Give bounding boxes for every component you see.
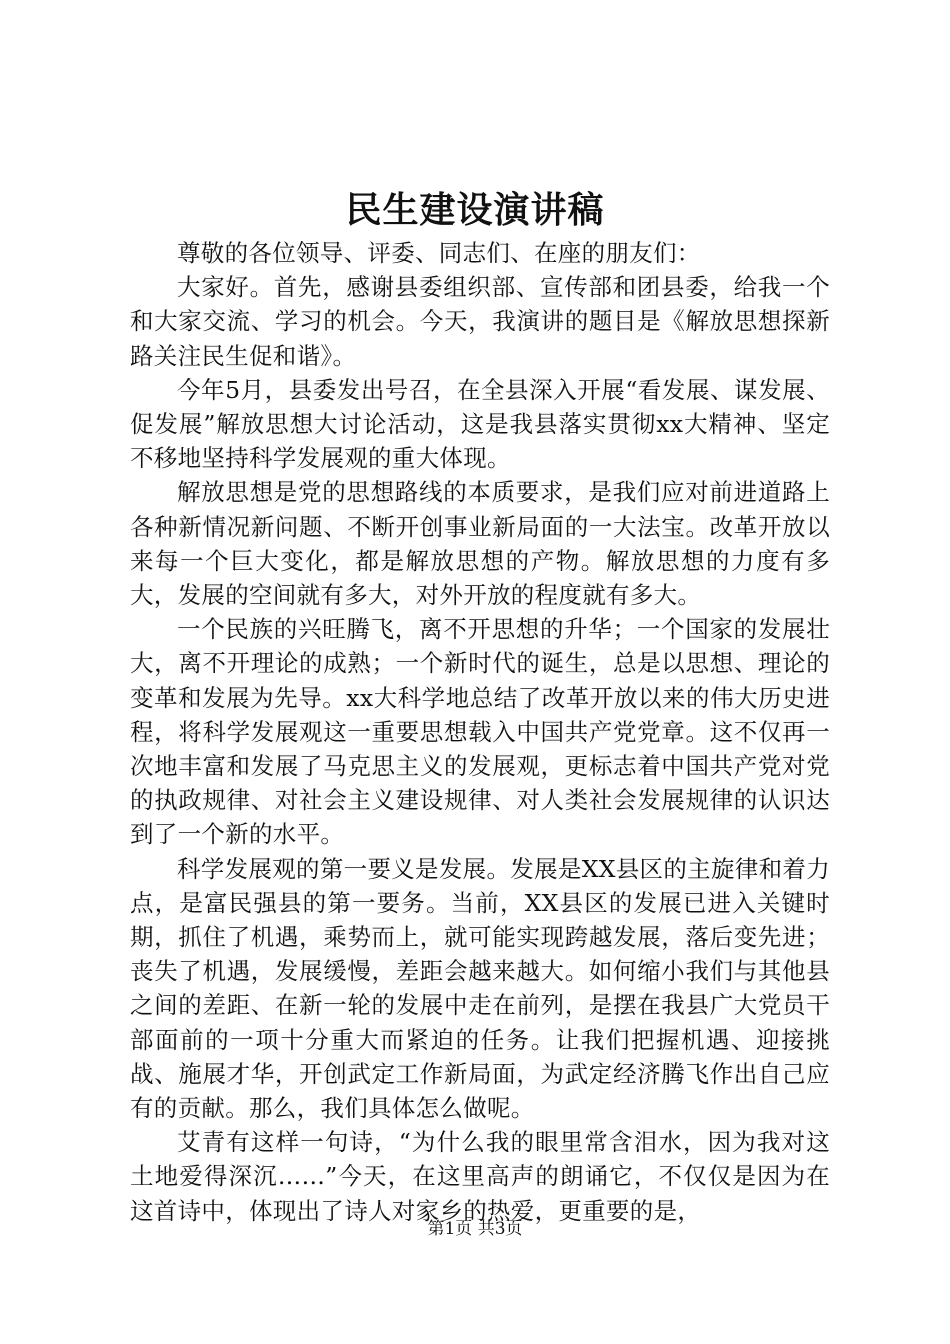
paragraph: 科学发展观的第一要义是发展。发展是XX县区的主旋律和着力点，是富民强县的第一要务。当前，XX县区的发展已进入关键时期，抓住了机遇，乘势而上，就可能实现跨越发展，落后变先进；丧失了机遇，发展缓慢，差距会越来越大。如何缩小我们与其他县之间的差距、在新一轮的发展中走在前列，是摆在我县广大党员干部面前的一项十分重大而紧迫的任务。让我们把握机遇、迎接挑战、施展才华，开创武定工作新局面，为武定经济腾飞作出自己应有的贡献。那么，我们具体怎么做呢。 [130,854,830,1123]
paragraph: 今年5月，县委发出号召，在全县深入开展“看发展、谋发展、促发展”解放思想大讨论活动，这是我县落实贯彻xx大精神、坚定不移地坚持科学发展观的重大体现。 [130,375,830,473]
document-body [130,236,830,1228]
document-title: 民生建设演讲稿 [345,189,605,231]
page-footer: 第1页 共3页 [427,1219,523,1239]
paragraph: 一个民族的兴旺腾飞，离不开思想的升华；一个国家的发展壮大，离不开理论的成熟；一个新时代的诞生，总是以思想、理论的变革和发展为先导。xx大科学地总结了改革开放以来的伟大历史进程，将科学发展观这一重要思想载入中国共产党党章。这不仅再一次地丰富和发展了马克思主义的发展观，更标志着中国共产党对党的执政规律、对社会主义建设规律、对人类社会发展规律的认识达到了一个新的水平。 [130,615,830,849]
paragraph-salutation: 尊敬的各位领导、评委、同志们、在座的朋友们： [177,239,701,267]
paragraph: 大家好。首先，感谢县委组织部、宣传部和团县委，给我一个和大家交流、学习的机会。今天，我演讲的题目是《解放思想探新路关注民生促和谐》。 [130,273,830,370]
paragraph: 艾青有这样一句诗，“为什么我的眼里常含泪水，因为我对这土地爱得深沉……”今天，在这里高声的朗诵它，不仅仅是因为在这首诗中，体现出了诗人对家乡的热爱，更重要的是， [130,1128,830,1225]
paragraph: 解放思想是党的思想路线的本质要求，是我们应对前进道路上各种新情况新问题、不断开创事业新局面的一大法宝。改革开放以来每一个巨大变化，都是解放思想的产物。解放思想的力度有多大，发展的空间就有多大，对外开放的程度就有多大。 [130,478,830,610]
